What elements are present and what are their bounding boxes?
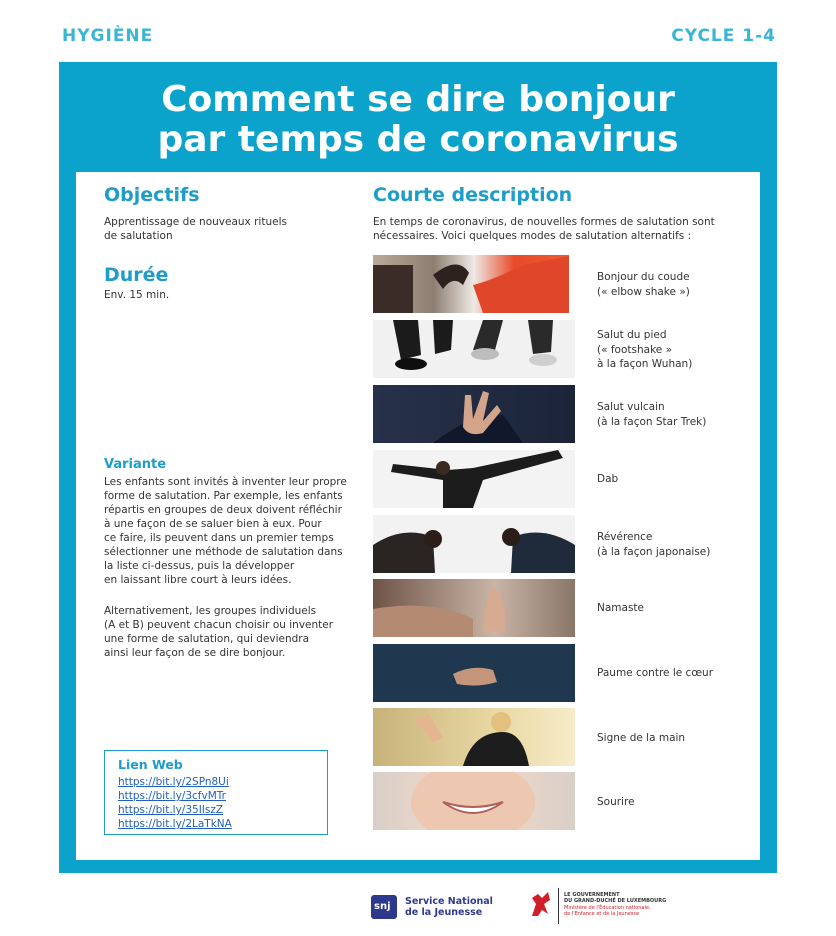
snj-name-2: de la Jeunesse	[405, 907, 483, 918]
objectifs-heading: Objectifs	[104, 184, 200, 206]
caption-vulcan: Salut vulcain (à la façon Star Trek)	[597, 401, 707, 428]
dab-photo	[373, 450, 575, 508]
variante-heading: Variante	[104, 457, 167, 472]
namaste-photo	[373, 579, 575, 637]
reverence-photo	[373, 515, 575, 573]
gov-line-4: de l'Enfance et de la Jeunesse	[564, 911, 640, 917]
snj-name-1: Service National	[405, 896, 493, 907]
variante-paragraph-2: Alternativement, les groupes individuels (A et B) peuvent chacun choisir ou inventer une forme de salutation, qui deviendra ainsi leur façon de se dire bonjour.	[104, 605, 334, 659]
gov-line-1: LE GOUVERNEMENT	[564, 892, 620, 898]
main-frame	[59, 62, 777, 873]
caption-smile: Sourire	[597, 796, 635, 808]
vulcan-salute-photo	[373, 385, 575, 443]
smile-photo	[373, 772, 575, 830]
web-link-2[interactable]: https://bit.ly/3cfvMTr	[118, 790, 226, 802]
page-title	[59, 80, 777, 160]
snj-mark: snj	[374, 901, 391, 912]
snj-logo	[371, 893, 521, 923]
caption-elbow-shake: Bonjour du coude (« elbow shake »)	[597, 271, 690, 298]
caption-footshake: Salut du pied (« footshake » à la façon Wuhan)	[597, 329, 693, 370]
web-link-1[interactable]: https://bit.ly/2SPn8Ui	[118, 776, 229, 788]
caption-wave: Signe de la main	[597, 732, 686, 744]
gov-line-2: DU GRAND-DUCHÉ DE LUXEMBOURG	[564, 898, 667, 904]
content-card	[76, 172, 760, 860]
caption-namaste: Namaste	[597, 602, 644, 614]
web-link-3[interactable]: https://bit.ly/35IIszZ	[118, 804, 224, 816]
cycle-label: CYCLE 1-4	[671, 26, 776, 46]
snj-icon	[371, 895, 397, 919]
gov-line-3: Ministère de l'Éducation nationale,	[564, 905, 651, 911]
caption-reverence: Révérence (à la façon japonaise)	[597, 531, 711, 558]
duree-heading: Durée	[104, 264, 169, 286]
web-links-heading: Lien Web	[118, 757, 183, 772]
topic-label: HYGIÈNE	[62, 26, 154, 46]
elbow-shake-photo	[373, 255, 575, 313]
title-line-2: par temps de coronavirus	[157, 119, 679, 160]
caption-palm-heart: Paume contre le cœur	[597, 667, 714, 679]
web-link-4[interactable]: https://bit.ly/2LaTkNA	[118, 818, 232, 830]
objectifs-text: Apprentissage de nouveaux rituels de salutation	[104, 216, 287, 242]
description-heading: Courte description	[373, 184, 573, 206]
logo-divider	[558, 888, 559, 924]
government-logo	[528, 886, 718, 928]
footshake-photo	[373, 320, 575, 378]
web-links-box	[104, 750, 328, 835]
title-line-1: Comment se dire bonjour	[161, 79, 675, 120]
lion-icon	[528, 890, 554, 918]
duree-text: Env. 15 min.	[104, 289, 170, 301]
variante-paragraph-1: Les enfants sont invités à inventer leur propre forme de salutation. Par exemple, les enfants répartis en groupes de deux doivent réfléchir à une façon de se saluer bien à eux. Pour ce faire, ils peuvent dans un premier temps sélectionner une méthode de salutation dans la liste ci-dessus, puis la développer en laissant libre court à leurs idées.	[104, 476, 347, 586]
caption-dab: Dab	[597, 473, 619, 485]
wave-photo	[373, 708, 575, 766]
description-intro: En temps de coronavirus, de nouvelles formes de salutation sont nécessaires. Voici quelques modes de salutation alternatifs :	[373, 216, 715, 242]
palm-heart-photo	[373, 644, 575, 702]
